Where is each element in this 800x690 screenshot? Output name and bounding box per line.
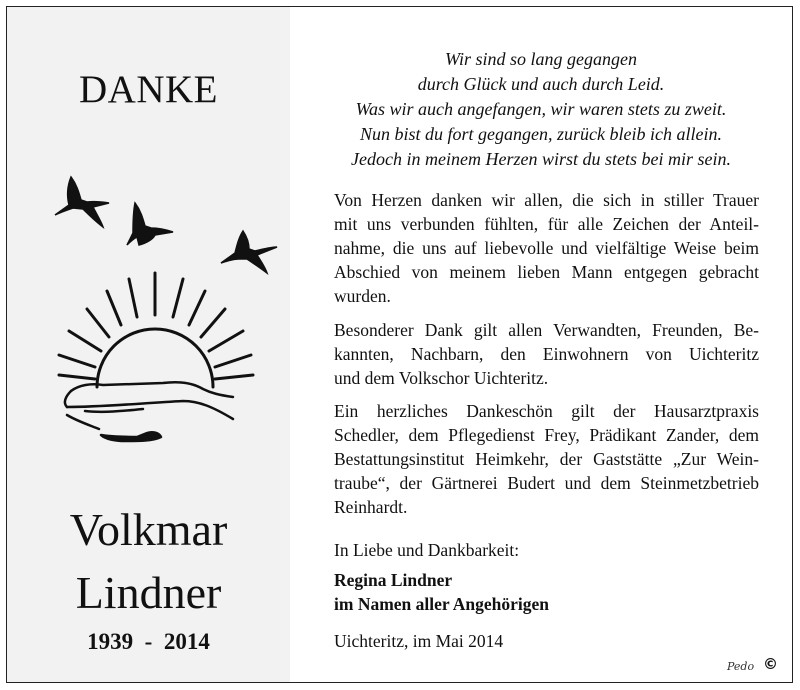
right-panel <box>323 7 759 682</box>
crane-bird-icon-1 <box>55 177 109 227</box>
text-line: Schedler, dem Pflegedienst Frey, Prädikant Zander, dem <box>334 425 759 445</box>
text-line: Reinhardt. <box>334 497 408 517</box>
text-line: Bestattungsinstitut Heimkehr, der Gaststätte „Zur Wein- <box>334 449 759 469</box>
signers <box>334 568 549 616</box>
illustration <box>43 175 279 455</box>
text-line: mit uns verbunden fühlten, für alle Zeichen der Anteil- <box>334 214 759 234</box>
text-line: Abschied von meinem lieben Mann entgegen gebracht <box>334 262 759 282</box>
text-line: und dem Volkschor Uichteritz. <box>334 368 549 388</box>
poem-line: Wir sind so lang gegangen <box>445 49 637 69</box>
crane-bird-icon-2 <box>127 203 173 245</box>
thanks-paragraph-2 <box>334 318 759 390</box>
artist-signature: Pedo <box>727 660 755 673</box>
poem-line: Jedoch in meinem Herzen wirst du stets bei mir sein. <box>351 149 731 169</box>
crane-bird-icon-3 <box>221 231 277 273</box>
rising-sun-icon <box>59 273 253 387</box>
text-line: Von Herzen danken wir allen, die sich in stiller Trauer <box>334 190 759 210</box>
text-line: Besonderer Dank gilt allen Verwandten, Freunden, Be- <box>334 320 759 340</box>
poem-line: Was wir auch angefangen, wir waren stets zu zweit. <box>355 99 727 119</box>
text-line: nahme, die uns auf liebevolle und vielfältige Weise beim <box>334 238 759 258</box>
place-date: Uichteritz, im Mai 2014 <box>334 631 504 651</box>
thanks-paragraph-3 <box>334 399 759 519</box>
obituary-card <box>6 6 793 683</box>
text-line: Ein herzliches Dankeschön gilt der Hausarztpraxis <box>334 401 759 421</box>
hands-icon <box>65 382 233 441</box>
life-dates: 1939 - 2014 <box>87 629 210 654</box>
thanks-paragraph-1 <box>334 188 759 308</box>
copyright-icon: © <box>763 655 778 673</box>
signer-note: im Namen aller Angehörigen <box>334 594 550 614</box>
closing-line: In Liebe und Dankbarkeit: <box>334 540 520 560</box>
poem <box>323 47 759 172</box>
poem-line: durch Glück und auch durch Leid. <box>417 74 665 94</box>
poem-line: Nun bist du fort gegangen, zurück bleib ich allein. <box>360 124 722 144</box>
signer-name: Regina Lindner <box>334 570 453 590</box>
deceased-last-name: Lindner <box>75 567 222 618</box>
text-line: traube“, der Gärtnerei Budert und dem Steinmetzbetrieb <box>334 473 759 493</box>
deceased-first-name: Volkmar <box>69 504 228 555</box>
text-line: kannten, Nachbarn, den Einwohnern von Uichteritz <box>334 344 759 364</box>
left-panel <box>7 7 290 682</box>
text-line: wurden. <box>334 286 391 306</box>
thanks-heading: DANKE <box>79 68 218 111</box>
